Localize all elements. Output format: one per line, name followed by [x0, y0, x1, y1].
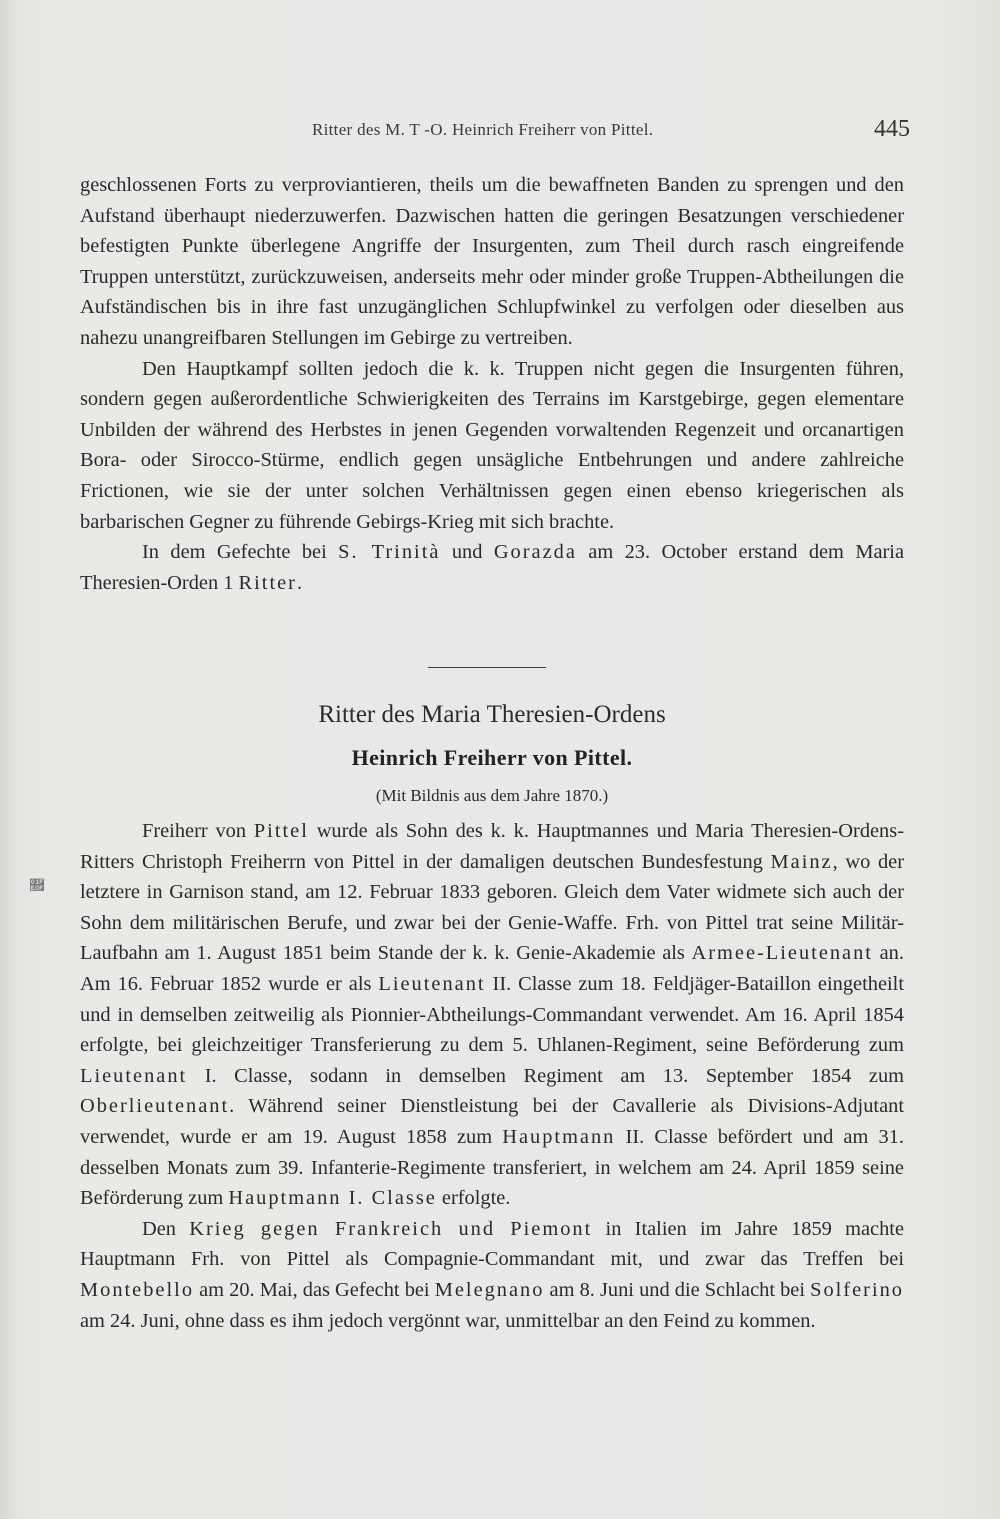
text-run: und [440, 541, 494, 564]
emphasized-word: Ritter [238, 571, 297, 594]
place-name: Solferino [810, 1278, 904, 1301]
text-run: wurde als Sohn des k. k. Hauptmannes und Maria Theresien-Ordens-Ritters Christoph Freiherrn von Pittel in der damaligen deutschen Bundesfestung [80, 820, 904, 873]
text-run: . [296, 571, 303, 594]
place-name: Gorazda [493, 541, 577, 564]
place-name: Montebello [80, 1278, 195, 1301]
place-name: Mainz [770, 850, 833, 873]
text-run: am 24. Juni, ohne dass es ihm jedoch vergönnt war, unmittelbar an den Feind zu kommen. [80, 1309, 816, 1332]
section-subtitle: Heinrich Freiherr von Pittel. [351, 745, 633, 770]
continued-text [80, 170, 904, 598]
rank-name: Hauptmann [502, 1125, 616, 1148]
paragraph-biography [80, 816, 904, 1214]
text-run: erfolgte. [436, 1187, 511, 1210]
paragraph-hauptkampf: Den Hauptkampf sollten jedoch die k. k. Truppen nicht gegen die Insurgenten führen, sondern gegen außerordentliche Schwierigkeiten des Terrains im Karstgebirge, gegen elementare Unbilden der während des Herbstes in jenen Gegenden vorwaltenden Regenzeit und orcanartigen Bora- oder Sirocco-Stürme, endlich gegen unsägliche Entbehrungen und andere zahlreiche Frictionen, wie sie der unter solchen Verhältnissen gegen einen ebenso kriegerischen als barbarischen Gegner zu führende Gebirgs-Krieg mit sich brachte. [80, 357, 904, 533]
margin-mark: 🸏 [30, 879, 44, 894]
place-name: S. Trinità [338, 541, 441, 564]
text-run: in Italien im Jahre 1859 machte Hauptmann Frh. von Pittel als Compagnie-Commandant mit, und zwar das Treffen bei [80, 1217, 904, 1271]
section-divider [428, 667, 546, 668]
text-run: Den [142, 1217, 190, 1240]
text-run: II. Classe zum 18. Feldjäger-Bataillon eingetheilt und in demselben zeitweilig als Pionnier-Abtheilungs-Commandant verwendet. Am 16. April 1854 erfolgte, bei gleichzeitiger Transferierung zu dem 5. Uhlanen-Regiment, seine Beförderung zum [80, 972, 904, 1057]
text-run: In dem Gefechte bei [142, 541, 339, 564]
rank-name: Oberlieutenant [80, 1095, 230, 1118]
portrait-note: (Mit Bildnis aus dem Jahre 1870.) [375, 786, 609, 805]
rank-name: Lieutenant [80, 1064, 188, 1087]
text-run: am 20. Mai, das Gefecht bei [194, 1278, 435, 1301]
place-name: Melegnano [434, 1278, 545, 1301]
text-run: I. Classe, sodann in demselben Regiment am 13. September 1854 zum [187, 1064, 904, 1087]
paragraph-continued: geschlossenen Forts zu verproviantieren, theils um die bewaffneten Banden zu sprengen und den Aufstand überhaupt niederzuwerfen. Dazwischen hatten die geringen Besatzungen verschiedener befestigten Punkte überlegene Angriffe der Insurgenten, zum Theil durch rasch eingreifende Truppen unterstützt, zurückzuweisen, anderseits mehr oder minder große Truppen-Abtheilungen die Aufständischen bis in ihre fast unzugänglichen Schlupfwinkel zu verfolgen oder dieselben aus nahezu unangreifbaren Stellungen im Gebirge zu vertreiben. [80, 174, 904, 349]
biography-text [80, 816, 904, 1336]
text-run: am 8. Juni und die Schlacht bei [544, 1278, 811, 1301]
rank-name: Hauptmann I. Classe [228, 1187, 437, 1210]
paragraph-gefechte [80, 537, 904, 598]
section-title: Ritter des Maria Theresien-Ordens [318, 701, 666, 728]
running-head [300, 116, 910, 144]
text-run: von [215, 820, 254, 842]
text-run: . Während seiner Dienstleistung bei der Cavallerie als Divisions-Adjutant verwendet, wurde er am 19. August 1858 zum [80, 1095, 904, 1148]
text-run: II. Classe befördert und am 31. desselben Monats zum 39. Infanterie-Regimente transferiert, in welchem am 24. April 1859 seine Beförderung zum [80, 1125, 904, 1210]
emphasized-phrase: Krieg gegen Frankreich und Piemont [189, 1217, 593, 1240]
text-run: Freiherr [142, 820, 216, 842]
emphasized-name: Pittel [253, 820, 309, 842]
text-run: an. Am 16. Februar 1852 wurde er als [80, 942, 904, 995]
rank-name: Lieutenant [378, 972, 486, 995]
text-run: , wo der letztere in Garnison stand, am 12. Februar 1833 geboren. Gleich dem Vater widmete sich auch der Sohn dem militärischen Berufe, und zwar bei der Genie-Waffe. Frh. von Pittel trat seine Militär-Laufbahn am 1. August 1851 beim Stande der k. k. Genie-Akademie als [80, 850, 904, 965]
rank-name: Armee-Lieutenant [691, 942, 873, 965]
page-number: 445 [874, 116, 910, 142]
paragraph-krieg [80, 1214, 904, 1336]
running-title: Ritter des M. T -O. Heinrich Freiherr von Pittel. [312, 120, 654, 139]
text-run: am 23. October erstand dem Maria Theresien-Orden 1 [80, 541, 905, 594]
